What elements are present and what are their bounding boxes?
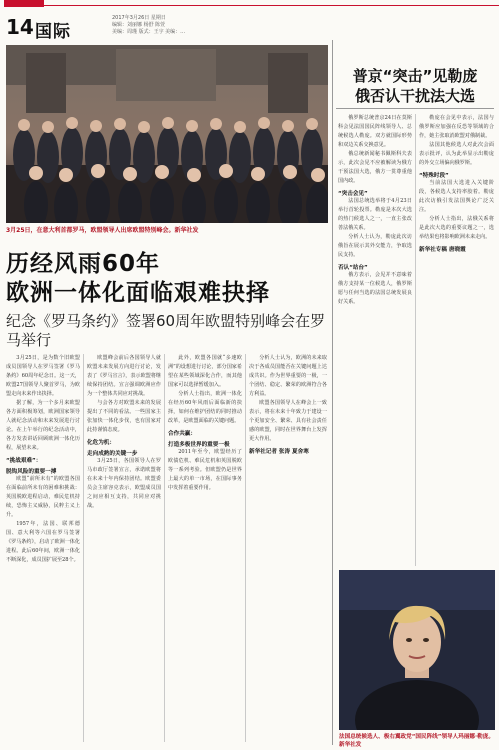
sidebar-divider: [332, 40, 333, 745]
sidebar-headline-rule: [336, 108, 494, 109]
sidebar-headline: [340, 66, 490, 106]
article-column-3: [168, 354, 242, 742]
article-paragraph: 分析人士指出，欧洲一体化在经历60年风雨后面临新的抉择，如何在维护团结的同时推动改革，是欧盟面临的关键问题。: [168, 391, 242, 424]
sidebar-column-2: [419, 114, 494, 566]
top-rule: [44, 5, 499, 6]
article-column-2: [87, 354, 161, 742]
headline-line-2: 欧洲一体化面临艰难抉择: [6, 280, 270, 306]
sidebar-column-1: [338, 114, 412, 566]
sidebar-paragraph: 分析人士指出，法俄关系将是此次大选的重要议题之一，选举结果也将影响欧洲未来走向。: [419, 216, 494, 240]
sidebar-headline-line-2: 俄否认干扰法大选: [354, 87, 475, 105]
issue-meta: [112, 15, 262, 36]
sidebar-paragraph: 俄罗斯总统普京24日在莫斯科会见法国国民阵线领导人、总统候选人勒庞。双方就国际形势和双边关系交换意见。: [338, 115, 412, 148]
column-divider: [415, 114, 416, 566]
subheadline: 纪念《罗马条约》签署60周年欧盟特别峰会在罗马举行: [6, 312, 326, 349]
top-color-bar: [0, 0, 499, 8]
sidebar-paragraph: 分析人士认为，勒庞此次访俄旨在展示其外交能力，争取选民支持。: [338, 234, 412, 258]
article-subhead: 化危为机：: [87, 440, 115, 446]
sidebar-byline: 新华社专稿 唐晓霞: [419, 247, 466, 253]
le-pen-portrait: [339, 570, 495, 730]
main-photo-caption: 3月25日，在意大利首都罗马，欧盟领导人出席欧盟特别峰会。新华社发: [6, 227, 199, 234]
sidebar-photo-caption: 法国总统候选人、极右翼政党“国民阵线”领导人玛丽娜·勒庞。新华社发: [339, 734, 494, 748]
article-subhead: 合作共赢：: [168, 431, 196, 437]
summit-group-photo: [6, 45, 328, 223]
sidebar-subhead: “特殊时段”: [419, 173, 449, 179]
article-byline: 新华社记者 张涛 夏舍寒: [249, 449, 309, 455]
column-divider: [245, 354, 246, 742]
headline: [6, 250, 270, 308]
issue-date: 2017年3月26日 星期日: [112, 15, 166, 21]
article-subhead: “挑战艰难”：: [6, 458, 42, 464]
article-paragraph: 与会各方对欧盟未来的发展提出了不同的看法。一些国家主张加快一体化步伐，也有国家对此持谨慎态度。: [87, 400, 161, 433]
article-paragraph: 1957年，法国、联邦德国、意大利等六国在罗马签署《罗马条约》，启动了欧洲一体化进程。此后60年间，欧洲一体化不断深化，成员国扩展至28个。: [6, 521, 80, 563]
issue-editors: 编辑：刘丽娜 杨舒 陈萱: [112, 22, 166, 28]
sidebar-photo: [339, 570, 495, 730]
article-subhead: 走向成熟的关键一步: [87, 451, 138, 457]
issue-designers: 美编：周瑾 版式：王宇 美编：…: [112, 29, 186, 35]
article-paragraph: 2011年至今，欧盟经历了欧债危机、难民危机和英国脱欧等一系列考验。但欧盟仍是世界上最大的单一市场，在国际事务中发挥着重要作用。: [168, 449, 242, 491]
article-subhead: 打造多极世界的重要一极: [168, 442, 230, 448]
sidebar-subhead: “突击会见”: [338, 191, 368, 197]
column-divider: [83, 354, 84, 742]
article-paragraph: 3月25日，各国领导人在罗马市政厅签署宣言，承诺欧盟将在未来十年内保持团结。欧盟委员会主席容克表示，欧盟成员国之间应相互支持，共同应对挑战。: [87, 458, 161, 509]
article-paragraph: 据了解，为一个多月来欧盟各方面积极筹划，欧洲国家领导人就纪念活动和未来发展进行讨论。在上午举行的纪念活动中，各方发表讲话回顾欧洲一体化历程，展望未来。: [6, 400, 80, 451]
sidebar-paragraph: 俄总统新闻秘书佩斯科夫表示，此次会见不应被解读为俄方干预法国大选，俄方一贯尊重他国内政。: [338, 151, 412, 184]
sidebar-paragraph: 当前法国大选进入关键阶段，各候选人支持率胶着。勒庞此次访俄引发法国舆论广泛关注。: [419, 180, 494, 213]
sidebar-paragraph: 法国总统选举将于4月23日举行首轮投票。勒庞是本次大选的热门候选人之一，一直主张改善法俄关系。: [338, 198, 412, 231]
article-column-4: [249, 354, 327, 742]
section-badge: [4, 0, 44, 7]
sidebar-paragraph: 勒庞在会见中表示，法国与俄罗斯应加强在反恐等领域的合作，她主张取消欧盟对俄制裁。: [419, 115, 494, 139]
main-photo: [6, 45, 328, 223]
sidebar-paragraph: 俄方表示，会见并不意味着俄方支持某一位候选人，俄罗斯愿与任何当选的法国总统发展良好关系。: [338, 272, 412, 305]
article-paragraph: 欧盟各国领导人在峰会上一致表示，将在未来十年致力于建设一个更加安全、繁荣、具有社会责任感的欧盟，同时在世界舞台上发挥更大作用。: [249, 400, 327, 442]
article-column-1: [6, 354, 80, 742]
sidebar-paragraph: 法国其他候选人对此次会面表示批评，认为此举显示出勒庞的外交立场偏向俄罗斯。: [419, 142, 494, 166]
article-paragraph: 欧盟峰会前后各国领导人就欧盟未来发展方向进行讨论，发表了《罗马宣言》，表示欧盟将继续保持团结。宣言强调欧洲应作为一个整体共同应对挑战。: [87, 355, 161, 397]
article-paragraph: 欧盟“前所未有”的欧盟各国在面临前所未有的困难和挑战：英国脱欧进程启动，难民危机持续，恐怖主义威胁，民粹主义上升。: [6, 476, 80, 518]
sidebar-headline-line-1: 普京“突击”见勒庞: [352, 67, 478, 85]
section-title: 国际: [35, 22, 71, 42]
article-paragraph: 3月25日，是为数个旧欧盟成员国领导人在罗马签署《罗马条约》60周年纪念日。这一天，欧盟27国领导人聚首罗马，为欧盟走向未来作出抉择。: [6, 355, 80, 397]
article-subhead: 脱钩风险的重要一搏: [6, 469, 57, 475]
headline-line-1: 历经风雨60年: [6, 251, 161, 277]
sidebar-subhead: 否认“站台”: [338, 265, 368, 271]
column-divider: [164, 354, 165, 742]
article-paragraph: 此外，欧盟各国就“多速欧洲”的设想进行讨论，部分国家希望在某些领域深化合作，而其他国家可以选择暂缓加入。: [168, 355, 242, 388]
article-paragraph: 分析人士认为，欧洲的未来取决于各成员国能否在关键问题上达成共识。作为世界重要的一极，一个团结、稳定、繁荣的欧洲符合各方利益。: [249, 355, 327, 397]
page-number: 14: [6, 15, 34, 39]
